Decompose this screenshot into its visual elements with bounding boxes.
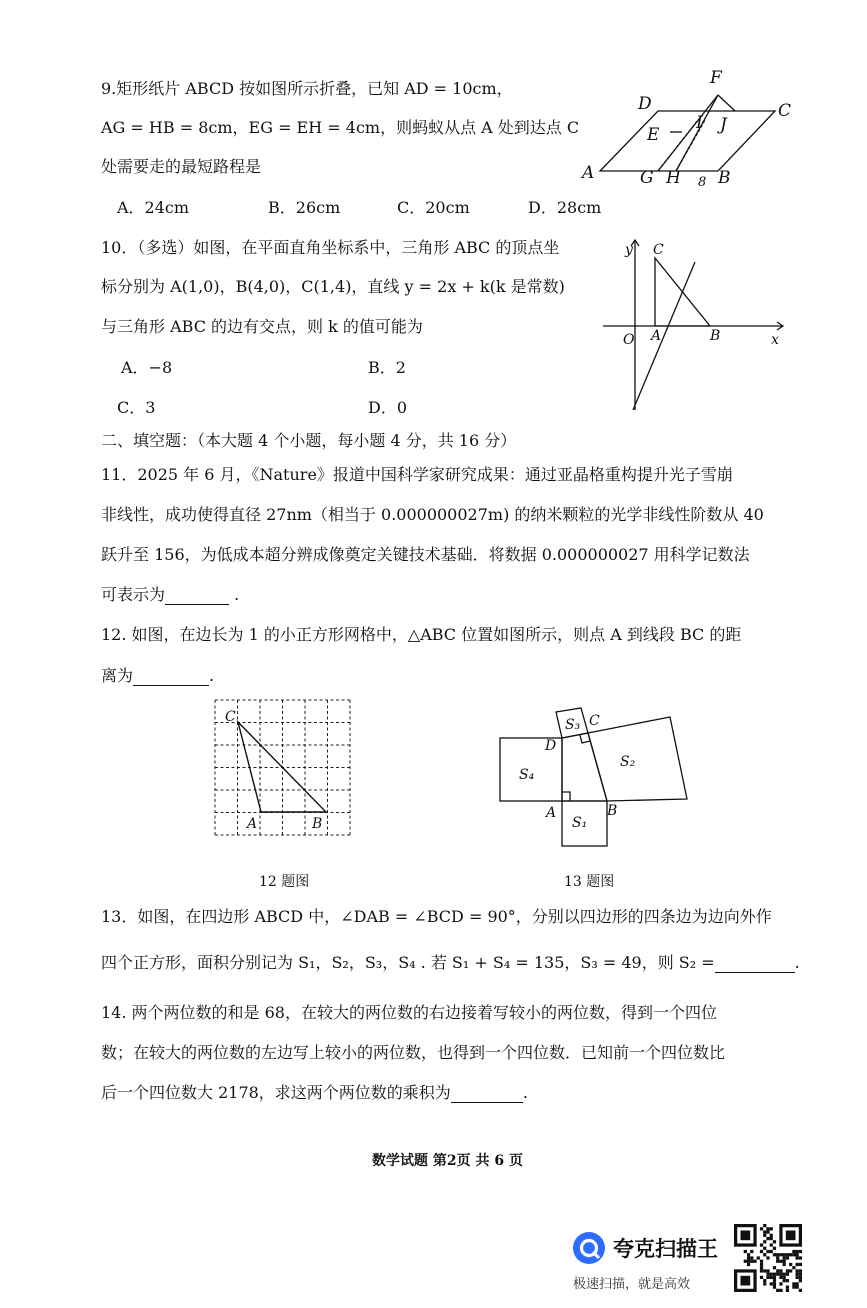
q12-label-c: C bbox=[225, 709, 236, 725]
q13-label-c: C bbox=[589, 713, 600, 729]
q13-label-a: A bbox=[546, 805, 557, 821]
q14-answer-blank[interactable] bbox=[451, 1086, 523, 1103]
q10-line2: 标分别为 A(1,0)，B(4,0)，C(1,4)，直线 y = 2x + k(k 是常数) bbox=[101, 277, 565, 296]
q13-square-s2 bbox=[588, 717, 687, 801]
q11-line1: 11．2025 年 6 月，《Nature》报道中国科学家研究成果：通过亚晶格重构提升光子雪崩 bbox=[101, 465, 733, 484]
q12-line2-pre: 离为 bbox=[101, 666, 134, 685]
q13-line2-post: . bbox=[794, 953, 800, 972]
q9-label-d: D bbox=[638, 94, 652, 114]
q10-label-a: A bbox=[651, 328, 662, 344]
q13-answer-blank[interactable] bbox=[715, 956, 795, 973]
q11-line3: 跃升至 156，为低成本超分辨成像奠定关键技术基础．将数据 0.000000027 用科学记数法 bbox=[101, 545, 750, 564]
q9-label-g: G bbox=[640, 168, 654, 188]
q9-option-d: D．28cm bbox=[528, 198, 602, 217]
q9-label-j: J bbox=[720, 115, 727, 135]
q11-line4-post: . bbox=[234, 585, 240, 604]
q13-line2-pre: 四个正方形，面积分别记为 S₁，S₂，S₃，S₄ . 若 S₁ + S₄ = 135，S₃ = 49，则 S₂ = bbox=[101, 953, 715, 972]
q10-label-y: y bbox=[625, 242, 633, 258]
q11-answer-blank[interactable] bbox=[165, 588, 229, 605]
q14-line1: 14. 两个两位数的和是 68，在较大的两位数的右边接着写较小的两位数，得到一个四位 bbox=[101, 1003, 717, 1022]
q12-line1: 12. 如图，在边长为 1 的小正方形网格中，△ABC 位置如图所示，则点 A 到线段 BC 的距 bbox=[101, 625, 742, 644]
q13-quadrilateral bbox=[562, 733, 607, 801]
q14-line3-post: . bbox=[522, 1083, 528, 1102]
quark-logo-icon bbox=[571, 1230, 607, 1266]
brand-name: 夸克扫描王 bbox=[613, 1237, 718, 1261]
q10-line3: 与三角形 ABC 的边有交点，则 k 的值可能为 bbox=[101, 317, 423, 336]
q9-label-mark: 8 bbox=[698, 175, 707, 190]
q9-label-a: A bbox=[582, 163, 595, 183]
q13-label-s2: S₂ bbox=[620, 754, 636, 770]
q14-line3-pre: 后一个四位数大 2178，求这两个两位数的乘积为 bbox=[101, 1083, 451, 1102]
q14-line3 bbox=[101, 1083, 528, 1103]
q11-line2: 非线性，成功使得直径 27nm（相当于 0.000000027m) 的纳米颗粒的光学非线性阶数从 40 bbox=[101, 505, 764, 524]
q9-figure bbox=[570, 60, 810, 195]
q9-label-e: E bbox=[647, 125, 660, 145]
q9-label-f: F bbox=[710, 68, 722, 88]
q9-label-c: C bbox=[778, 101, 792, 121]
q10-label-x: x bbox=[771, 332, 779, 348]
q13-label-d: D bbox=[545, 738, 557, 754]
q12-caption: 12 题图 bbox=[259, 874, 310, 890]
q13-line1: 13．如图，在四边形 ABCD 中，∠DAB = ∠BCD = 90°，分别以四边形的四条边为边向外作 bbox=[101, 907, 772, 926]
q9-label-h: H bbox=[666, 168, 681, 188]
q13-label-s4: S₄ bbox=[519, 767, 535, 783]
brand-slogan: 极速扫描，就是高效 bbox=[573, 1277, 691, 1292]
q9-line3: 处需要走的最短路程是 bbox=[101, 157, 262, 176]
q9-label-b: B bbox=[718, 168, 731, 188]
q13-label-s3: S₃ bbox=[565, 717, 581, 733]
q13-line2 bbox=[101, 953, 800, 973]
q14-line2: 数；在较大的两位数的左边写上较小的两位数，也得到一个四位数．已知前一个四位数比 bbox=[101, 1043, 726, 1062]
q9-line2: AG = HB = 8cm，EG = EH = 4cm，则蚂蚁从点 A 处到达点 C bbox=[101, 118, 580, 137]
q13-label-b: B bbox=[607, 803, 618, 819]
q9-line1: 9.矩形纸片 ABCD 按如图所示折叠，已知 AD = 10cm， bbox=[101, 79, 513, 98]
q13-figure bbox=[490, 695, 700, 850]
q10-option-b: B．2 bbox=[368, 358, 406, 377]
q12-label-a: A bbox=[247, 816, 258, 832]
q11-line4 bbox=[101, 585, 239, 605]
q10-label-b: B bbox=[710, 328, 721, 344]
q10-option-c: C．3 bbox=[117, 398, 156, 417]
q12-answer-blank[interactable] bbox=[133, 669, 209, 686]
q12-line2-post: . bbox=[209, 666, 215, 685]
q11-line4-pre: 可表示为 bbox=[101, 585, 166, 604]
q9-option-c: C．20cm bbox=[397, 198, 470, 217]
q12-figure bbox=[205, 695, 360, 845]
q9-label-i: I bbox=[696, 113, 703, 133]
q9-option-b: B．26cm bbox=[268, 198, 341, 217]
q10-figure bbox=[595, 232, 795, 414]
q10-label-o: O bbox=[623, 332, 635, 348]
q10-label-c: C bbox=[653, 242, 664, 258]
q12-line2 bbox=[101, 666, 214, 686]
qr-code-icon bbox=[734, 1224, 802, 1292]
page-footer: 数学试题 第2页 共 6 页 bbox=[372, 1153, 523, 1169]
q13-caption: 13 题图 bbox=[564, 874, 615, 890]
q10-line1: 10．（多选）如图，在平面直角坐标系中，三角形 ABC 的顶点坐 bbox=[101, 238, 560, 257]
section-fill-in-title: 二、填空题：（本大题 4 个小题，每小题 4 分，共 16 分） bbox=[101, 431, 517, 450]
q10-option-d: D．0 bbox=[368, 398, 408, 417]
q12-label-b: B bbox=[312, 816, 323, 832]
q13-label-s1: S₁ bbox=[572, 815, 588, 831]
q10-option-a: A．−8 bbox=[121, 358, 173, 377]
q9-option-a: A．24cm bbox=[117, 198, 190, 217]
